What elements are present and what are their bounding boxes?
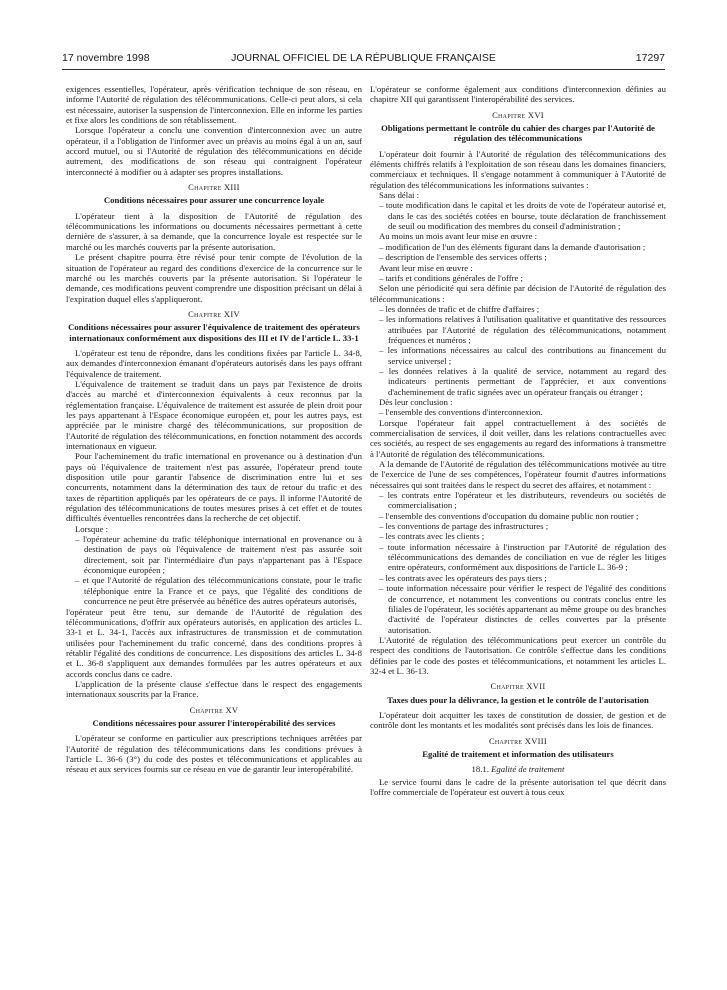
list-item: – les informations relatives à l'utilisation qualitative et quantitative des ressources attribuées par l'Autorité de régulation des télécommunications, notamment fréquences et numéros ; bbox=[379, 314, 666, 345]
header-rule bbox=[62, 69, 665, 70]
list-item: – les contrats avec les opérateurs des pays tiers ; bbox=[379, 572, 547, 583]
list-item: – les conventions de partage des infrastructures ; bbox=[379, 521, 549, 532]
paragraph: L'opérateur se conforme également aux conditions d'interconnexion définies au chapitre XII qui garantissent l'interopérabilité des services. bbox=[370, 84, 666, 105]
header-date: 17 novembre 1998 bbox=[62, 52, 150, 64]
chapter-label: Chapitre XIV bbox=[188, 308, 240, 319]
paragraph: Lorsque l'opérateur fait appel contractuellement à des sociétés de commercialisation de services, il doit veiller, dans les relations contractuelles avec ces sociétés, au respect de ses engagements au regard des informations à transmettre à l'Autorité de régulation des télécommunications. bbox=[370, 417, 666, 459]
chapter-title: Conditions nécessaires pour assurer l'interopérabilité des services bbox=[92, 717, 336, 728]
paragraph: exigences essentielles, l'opérateur, après vérification technique de son réseau, en informe l'Autorité de régulation des télécommunications. Celle-ci peut alors, si cela est nécessaire, autoriser la suspension de l'interconnexion. Elle en informe les parties et fixe alors les conditions de son rétablissement. bbox=[66, 84, 362, 126]
header-journal-title: JOURNAL OFFICIEL DE LA RÉPUBLIQUE FRANÇAISE bbox=[231, 52, 496, 64]
paragraph: Pour l'acheminement du trafic international en provenance ou à destination d'un pays où l'équivalence de traitement n'est pas assurée, l'opérateur prend toute disposition utile pour garantir l'absence de discrimination entre lui et ses concurrents, notamment dans la détermination des taux de retour du trafic et des taxes de répartition appliqués par les opérateurs de ce pays. Il informe l'Autorité de régulation des télécommunications de toutes mesures prises à cet effet et de toutes difficultés éventuelles rencontrées dans la recherche de cet objectif. bbox=[66, 451, 362, 524]
list-item: – les contrats avec les clients ; bbox=[379, 531, 485, 542]
chapter-title: Conditions nécessaires pour assurer une concurrence loyale bbox=[103, 195, 325, 206]
paragraph: L'équivalence de traitement se traduit dans un pays par l'existence de droits d'accès au marché et d'interconnexion équivalents à ceux reconnus par la réglementation française. L'équivalence de traitement est assurée de plein droit pour les pays appartenant à l'Espace économique européen et, pour les autres pays, est appréciée par le ministre chargé des télécommunications, sur proposition de l'Autorité de régulation des télécommunications, en fonction notamment des accords internationaux en vigueur. bbox=[66, 378, 362, 451]
header-page-number: 17297 bbox=[635, 52, 665, 64]
list-heading: Dès leur conclusion : bbox=[379, 396, 453, 407]
list-heading: Sans délai : bbox=[379, 190, 420, 201]
paragraph: l'opérateur peut être tenu, sur demande de l'Autorité de régulation des télécommunications, d'offrir aux opérateurs autorisés, en application des articles L. 33-1 et L. 34-1, l'accès aux infrastructures de transmission et de commutation utilisées pour l'acheminement du trafic concerné, dans des conditions propres à rétablir l'égalité des conditions de concurrence. Les dispositions des articles L. 34-8 et L. 36-8 s'appliquent aux demandes formulées par les autres opérateurs et aux accords conclus dans ce cadre. bbox=[66, 606, 362, 679]
list-heading: Selon une périodicité qui sera définie par décision de l'Autorité de régulation des télécommunications : bbox=[370, 283, 666, 304]
list-item: – description de l'ensemble des services offerts ; bbox=[379, 252, 547, 263]
chapter-label: Chapitre XVI bbox=[492, 109, 544, 120]
paragraph: L'opérateur doit acquitter les taxes de constitution de dossier, de gestion et de contrôle dont les montants et les modalités sont précisés dans les lois de finances. bbox=[370, 709, 666, 731]
list-item: – l'ensemble des conventions d'interconnexion. bbox=[379, 407, 543, 418]
paragraph: Lorsque l'opérateur a conclu une convention d'interconnexion avec un autre opérateur, il a l'obligation de l'informer avec un préavis au moins égal à un an, sauf accord mutuel, ou si l'Autorité de régulation des télécommunications en décide autrement, des modifications de son réseau qui contraignent l'opérateur interconnecté à modifier ou à adapter ses propres installations. bbox=[66, 125, 362, 177]
chapter-title: Taxes dues pour la délivrance, la gestion et le contrôle de l'autorisation bbox=[387, 694, 649, 705]
paragraph: A la demande de l'Autorité de régulation des télécommunications motivée au titre de l'exercice de l'une de ses compétences, l'opérateur fournit d'autres informations nécessaires qui sont traitées dans le respect du secret des affaires, et notamment : bbox=[370, 459, 666, 490]
list-item: – modification de l'un des éléments figurant dans la demande d'autorisation ; bbox=[379, 241, 646, 252]
list-item: – les données de trafic et de chiffre d'affaires ; bbox=[379, 303, 540, 314]
chapter-title: Egalité de traitement et information des utilisateurs bbox=[422, 748, 614, 759]
list-item: – les données relatives à la qualité de service, notamment au regard des indicateurs pertinents permettant de l'apprécier, et aux conventions d'acheminement de trafic signées avec un opérateur français ou étranger ; bbox=[379, 365, 666, 397]
paragraph: Le service fourni dans le cadre de la présente autorisation tel que décrit dans l'offre commerciale de l'opérateur est ouvert à tous ceux bbox=[370, 776, 666, 797]
chapter-label: Chapitre XVIII bbox=[488, 735, 548, 746]
paragraph: L'opérateur se conforme en particulier aux prescriptions techniques arrêtées par l'Autorité de régulation des télécommunications dans les conditions prévues à l'article L. 36-6 (3°) du code des postes et télécommunications et applicables au réseau et aux services fournis sur ce réseau en vue de garantir leur interopérabilité. bbox=[66, 733, 362, 775]
paragraph: L'opérateur doit fournir à l'Autorité de régulation des télécommunications des éléments chiffrés relatifs à l'exploitation de son réseau dans les domaines financiers, commerciaux et techniques. Il s'engage notamment à communiquer à l'Autorité de régulation des télécommunications les informations suivantes : bbox=[370, 148, 666, 190]
paragraph: L'Autorité de régulation des télécommunications peut exercer un contrôle du respect des conditions de l'autorisation. Ce contrôle s'effectue dans les conditions définies par le code des postes et télécommunications, et notamment les articles L. 32-4 et L. 36-13. bbox=[370, 634, 666, 676]
list-item: – toute modification dans le capital et les droits de vote de l'opérateur autorisé et, dans le cas des sociétés cotées en bourse, toute déclaration de franchissement de seuil ou modification des membres du conseil d'administration ; bbox=[379, 200, 666, 232]
paragraph: Lorsque : bbox=[75, 523, 109, 534]
paragraph: Le présent chapitre pourra être révisé pour tenir compte de l'évolution de la situation de l'opérateur au regard des conditions d'exercice de la concurrence sur le marché ou les marchés couverts par la présente autorisation. Si l'opérateur le demande, ces modifications peuvent comprendre une disposition précisant un délai à l'expiration duquel elles s'appliqueront. bbox=[66, 252, 362, 304]
paragraph: L'opérateur est tenu de répondre, dans les conditions fixées par l'article L. 34-8, aux demandes d'interconnexion émanant d'opérateurs autorisés dans les pays offrant l'équivalence de traitement. bbox=[66, 347, 362, 379]
chapter-title: Conditions nécessaires pour assurer l'équivalence de traitement des opérateurs internationaux conformément aux dispositions des III et IV de l'article L. 33-1 bbox=[68, 322, 360, 343]
chapter-title: Obligations permettant le contrôle du cahier des charges par l'Autorité de régulation des télécommunications bbox=[381, 123, 655, 144]
left-column bbox=[66, 84, 362, 775]
right-column bbox=[370, 84, 666, 797]
list-item: – toute information nécessaire pour vérifier le respect de l'égalité des conditions de concurrence, et notamment les conventions ou contrats conclus entre les filiales de l'opérateur, les sociétés appartenant au même groupe ou des branches d'activité de l'opérateur distinctes de celles couvertes par la présente autorisation. bbox=[379, 583, 666, 635]
list-item: – l'ensemble des conventions d'occupation du domaine public non routier ; bbox=[379, 510, 639, 521]
list-heading: Au moins un mois avant leur mise en œuvre : bbox=[379, 231, 538, 242]
paragraph: L'opérateur tient à la disposition de l'Autorité de régulation des télécommunications les informations ou documents nécessaires permettant à cette dernière de s'assurer, à sa demande, que la concurrence loyale est respectée sur le marché ou les marchés couverts par la présente autorisation. bbox=[66, 210, 362, 252]
chapter-label: Chapitre XIII bbox=[188, 182, 240, 193]
paragraph: L'application de la présente clause s'effectue dans le respect des engagements internationaux souscrits par la France. bbox=[66, 678, 362, 700]
list-item: – les contrats entre l'opérateur et les distributeurs, revendeurs ou sociétés de commercialisation ; bbox=[379, 490, 666, 511]
chapter-label: Chapitre XV bbox=[189, 704, 239, 715]
list-item: – l'opérateur achemine du trafic téléphonique international en provenance ou à destination de pays où l'équivalence de traitement n'est pas assurée soit directement, soit par l'intermédiaire d'un pays n'appartenant pas à l'Espace économique européen ; bbox=[75, 534, 362, 576]
section-subtitle bbox=[370, 764, 666, 774]
section-number: 18.1. bbox=[471, 764, 489, 775]
list-heading: Avant leur mise en œuvre : bbox=[379, 262, 473, 273]
list-item: – tarifs et conditions générales de l'offre ; bbox=[379, 272, 523, 283]
list-item: – et que l'Autorité de régulation des télécommunications constate, pour le trafic téléphonique entre la France et ce pays, que l'égalité des conditions de concurrence ne peut être préservée au bénéfice des autres opérateurs autorisés, bbox=[75, 575, 362, 607]
page-header bbox=[62, 52, 665, 66]
list-item: – toute information nécessaire à l'instruction par l'Autorité de régulation des télécommunications des demandes de conciliation en vue de régler les litiges entre opérateurs, conformément aux dispositions de l'article L. 36-9 ; bbox=[379, 541, 666, 573]
section-subtitle-text: Egalité de traitement bbox=[491, 764, 565, 775]
chapter-label: Chapitre XVII bbox=[490, 681, 546, 692]
list-item: – les informations nécessaires au calcul des contributions au financement du service universel ; bbox=[379, 345, 666, 366]
